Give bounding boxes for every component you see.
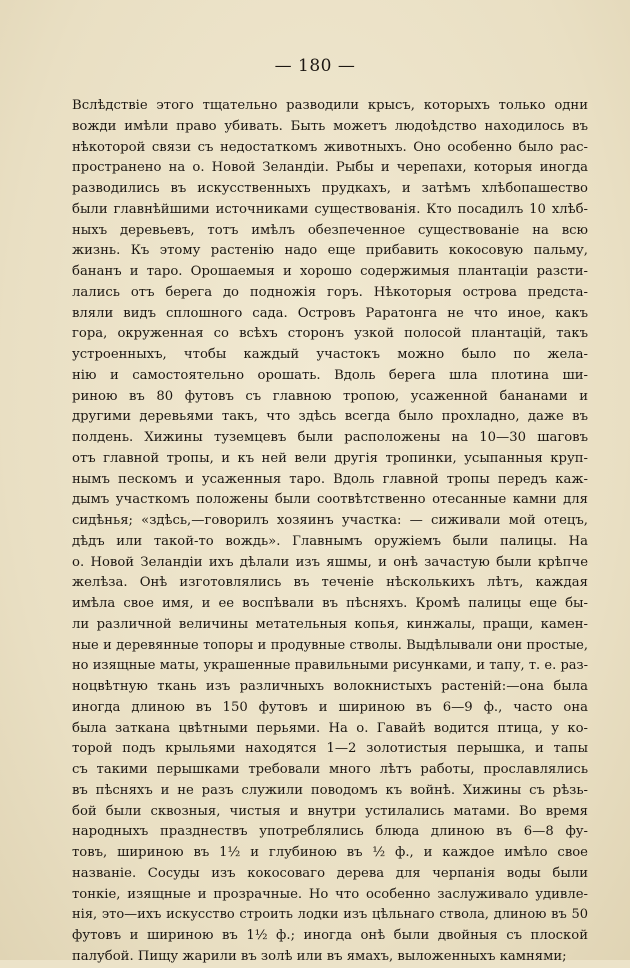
text-line: была заткана цвѣтными перьями. На о. Гавайѣ водится птица, у ко-	[72, 720, 588, 736]
text-line: иногда длиною въ 150 футовъ и шириною въ 6—9 ф., часто она	[72, 699, 588, 715]
text-line: нія, это—ихъ искусство строить лодки изъ цѣльнаго ствола, длиною въ 50	[72, 907, 588, 923]
text-line: гора, окруженная со всѣхъ сторонъ узкой полосой плантацій, такъ	[72, 326, 588, 342]
body-text	[72, 96, 588, 968]
text-line: Вслѣдствіе этого тщательно разводили крысъ, которыхъ только одни	[72, 98, 588, 113]
text-line: устроенныхъ, чтобы каждый участокъ можно было по жела-	[72, 347, 588, 362]
page-number: — 180 —	[274, 56, 356, 76]
text-line: въ пѣсняхъ и не разъ служили поводомъ къ войнѣ. Хижины съ рѣзь-	[72, 782, 588, 798]
text-line: народныхъ празднествъ употреблялись блюда длиною въ 6—8 фу-	[72, 824, 588, 840]
text-line: палубой. Пищу жарили въ золѣ или въ ямахъ, выложенныхъ камнями;	[72, 948, 567, 964]
text-line: торой подъ крыльями находятся 1—2 золотистыя перышка, и тапы	[72, 741, 588, 757]
text-line: имѣла свое имя, и ее воспѣвали въ пѣсняхъ. Кромѣ палицы еще бы-	[72, 596, 588, 611]
text-line: дымъ участкомъ положены были соотвѣтственно отесанные камни для	[72, 492, 588, 508]
text-line: тонкіе, изящные и прозрачные. Но что особенно заслуживало удивле-	[72, 886, 588, 902]
text-line: футовъ и шириною въ 1½ ф.; иногда онѣ были двойныя съ плоской	[72, 928, 588, 943]
text-line: другими деревьями такъ, что здѣсь всегда было прохладно, даже въ	[72, 409, 588, 425]
text-line: сидѣнья; «здѣсь,—говорилъ хозяинъ участка: — сиживали мой отецъ,	[72, 513, 588, 528]
text-line: нѣкоторой связи съ недостаткомъ животныхъ. Оно особенно было рас-	[72, 139, 588, 155]
text-line: лались отъ берега до подножія горъ. Нѣкоторыя острова предста-	[72, 284, 588, 300]
text-line: были главнѣйшими источниками существованія. Кто посадилъ 10 хлѣб-	[72, 201, 588, 217]
text-line: нію и самостоятельно орошать. Вдоль берега шла плотина ши-	[72, 367, 588, 383]
text-line: но изящные маты, украшенные правильными рисунками, и тапу, т. е. раз-	[72, 658, 588, 674]
text-line: вожди имѣли право убивать. Быть можетъ людоѣдство находилось въ	[72, 118, 588, 134]
text-line: нымъ пескомъ и усаженныя таро. Вдоль главной тропы передъ каж-	[72, 471, 588, 487]
text-line: бой были сквозныя, чистыя и внутри устилались матами. Во время	[72, 803, 588, 819]
text-line: ноцвѣтную ткань изъ различныхъ волокнистыхъ растеній:—она была	[72, 679, 588, 694]
text-line: товъ, шириною въ 1½ и глубиною въ ½ ф., и каждое имѣло свое	[72, 845, 588, 860]
text-line: названіе. Сосуды изъ кокосоваго дерева для черпанія воды были	[72, 865, 588, 881]
text-line: съ такими перышками требовали много лѣтъ работы, прославлялись	[72, 762, 588, 777]
text-line: пространено на о. Новой Зеландіи. Рыбы и черепахи, которыя иногда	[72, 160, 588, 176]
text-line: жизнь. Къ этому растенію надо еще прибавить кокосовую пальму,	[72, 243, 588, 259]
text-line: желѣза. Онѣ изготовлялись въ теченіе нѣсколькихъ лѣтъ, каждая	[72, 575, 588, 591]
text-line: полдень. Хижины туземцевъ были расположены на 10—30 шаговъ	[72, 430, 588, 445]
text-line: ли различной величины метательныя копья, кинжалы, пращи, камен-	[72, 616, 588, 632]
text-line: бананъ и таро. Орошаемыя и хорошо содержимыя плантаціи разсти-	[72, 264, 588, 279]
text-line: риною въ 80 футовъ съ главною тропою, усаженной бананами и	[72, 388, 588, 404]
text-line: ные и деревянные топоры и продувные стволы. Выдѣлывали они простые,	[72, 637, 588, 653]
text-line: отъ главной тропы, и къ ней вели другія тропинки, усыпанныя круп-	[72, 450, 588, 466]
text-line: ныхъ деревьевъ, тотъ имѣлъ обезпеченное существованіе на всю	[72, 222, 588, 238]
text-line: разводились въ искусственныхъ прудкахъ, и затѣмъ хлѣбопашество	[72, 181, 588, 196]
text-line: дѣдъ или такой-то вождь». Главнымъ оружіемъ были палицы. На	[72, 533, 588, 549]
text-line: вляли видъ сплошного сада. Островъ Раратонга не что иное, какъ	[72, 305, 588, 321]
text-line: о. Новой Зеландіи ихъ дѣлали изъ яшмы, и онѣ зачастую были крѣпче	[72, 554, 588, 570]
